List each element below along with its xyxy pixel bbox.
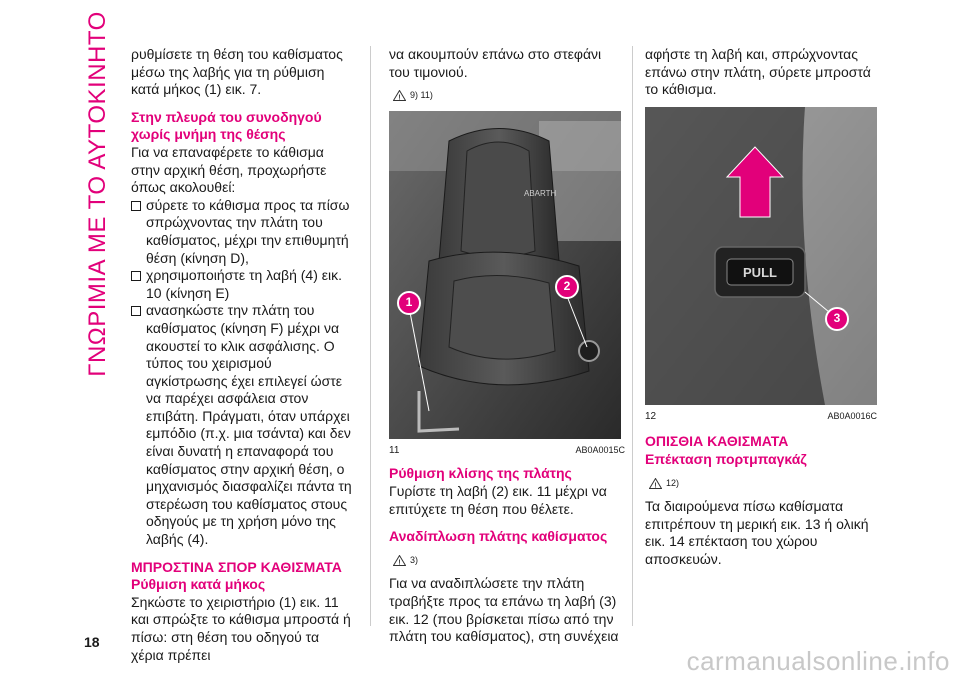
svg-text:!: ! [398,559,401,567]
col1-intro: ρυθμίσετε τη θέση του καθίσματος μέσω της λαβής για τη ρύθμιση κατά μήκος (1) εικ. 7. [131,46,343,98]
figure-11 [389,111,625,460]
callout-number: 2 [563,278,571,293]
warning-reference [393,552,625,570]
callout-1 [397,291,421,315]
callout-2 [555,275,579,299]
warning-triangle-icon [393,555,406,566]
heading-sport-seats: ΜΠΡΟΣΤΙΝΑ ΣΠΟΡ ΚΑΘΙΣΜΑΤΑ [131,558,342,575]
bullet-item [131,197,353,267]
figure-12 [645,107,877,426]
col2-paragraph-1: Γυρίστε τη λαβή (2) εικ. 11 μέχρι να επιτύχετε τη θέση που θέλετε. [389,482,607,517]
column-3 [645,46,877,569]
watermark: carmanualsonline.info [686,646,950,676]
bullet-text: ανασηκώστε την πλάτη του καθίσματος (κίνηση F) μέχρι να ακουστεί το κλικ ασφάλισης. Ο τύπος του χειρισμού αγκίστρωσης έχει επιλεγεί ώστε να παρέχει ασφάλεια στον επιβάτη. Πράγματι, όταν υπάρχει εμπόδιο (π.χ. μια τσάντα) και δεν είναι δυνατή η επαναφορά του καθίσματος στην αρχική θέση, ο μηχανισμός διασφαλίζει πάντα τη στερέωση του καθίσματος στους οδηγούς με τη χρήση μόνο της λαβής (4). [146,302,352,548]
checkbox-bullet-icon [131,201,141,211]
col2-paragraph-2: Για να αναδιπλώσετε την πλάτη τραβήξτε προς τα επάνω τη λαβή (3) εικ. 12 (που βρίσκεται πίσω από την πλάτη του καθίσματος), στη συνέχεια [389,575,619,645]
column-2 [389,46,625,646]
heading-backrest-tilt: Ρύθμιση κλίσης της πλάτης [389,465,572,482]
bullet-text: σύρετε το κάθισμα προς τα πίσω σπρώχνοντας την πλάτη του καθίσματος, μέχρι την επιθυμητή θέση (κίνηση D), [146,196,350,266]
chapter-side-title [84,11,112,377]
warning-reference [393,87,625,105]
col1-paragraph-2: Σηκώστε το χειριστήριο (1) εικ. 11 και σπρώξτε το κάθισμα μπροστά ή πίσω: στη θέση του οδηγού τα χέρια πρέπει [131,593,351,663]
figure-number: 12 [645,410,657,422]
svg-text:!: ! [654,482,657,489]
figure-number: 11 [389,444,400,456]
col1-paragraph-1: Για να επαναφέρετε το κάθισμα στην αρχική θέση, προχωρήστε όπως ακολουθεί: [131,143,327,196]
warning-ref-text: 3) [410,554,419,565]
warning-reference [649,475,877,493]
heading-backrest-folding: Αναδίπλωση πλάτης καθίσματος [389,528,608,545]
svg-text:ABARTH: ABARTH [524,188,557,198]
col2-intro: να ακουμπούν επάνω στο στεφάνι του τιμονιού. [389,46,602,80]
warning-triangle-icon [649,478,662,489]
bullet-item [131,302,353,548]
heading-passenger-side: Στην πλευρά του συνοδηγού χωρίς μνήμη της θέσης [131,108,322,143]
bullet-text: χρησιμοποιήστε τη λαβή (4) εικ. 10 (κίνηση E) [146,267,343,301]
seat-pull-lever-image [645,107,877,405]
checkbox-bullet-icon [131,306,141,316]
callout-number: 1 [405,294,413,309]
svg-text:!: ! [398,94,401,102]
checkbox-bullet-icon [131,271,141,281]
heading-boot-extension: Επέκταση πορτμπαγκάζ [645,450,807,467]
figure-caption [389,442,625,460]
column-1 [131,46,353,664]
col3-paragraph-1: Τα διαιρούμενα πίσω καθίσματα επιτρέπουν τη μερική εικ. 13 ή ολική εικ. 14 επέκταση του χώρου αποσκευών. [645,498,869,567]
chapter-title-text: ΓΝΩΡΙΜΙΑ ΜΕ ΤΟ ΑΥΤΟΚΙΝΗΤΟ [84,11,111,377]
callout-3 [825,307,849,331]
warning-ref-text: 9) 11) [410,90,433,101]
page-number: 18 [84,634,100,650]
column-divider [632,46,633,626]
column-divider [370,46,371,626]
warning-triangle-icon [393,90,406,101]
figure-caption [645,408,877,426]
sport-seat-image [389,111,621,439]
pull-label: PULL [743,264,777,280]
figure-code: AB0A0015C [575,444,625,455]
warning-ref-text: 12) [666,477,680,488]
heading-rear-seats: ΟΠΙΣΘΙΑ ΚΑΘΙΣΜΑΤΑ [645,433,789,450]
callout-number: 3 [833,310,841,325]
bullet-item [131,267,353,302]
heading-longitudinal-adjustment: Ρύθμιση κατά μήκος [131,576,266,593]
figure-code: AB0A0016C [827,410,877,421]
col3-intro: αφήστε τη λαβή και, σπρώχνοντας επάνω στην πλάτη, σύρετε μπροστά το κάθισμα. [645,46,871,98]
